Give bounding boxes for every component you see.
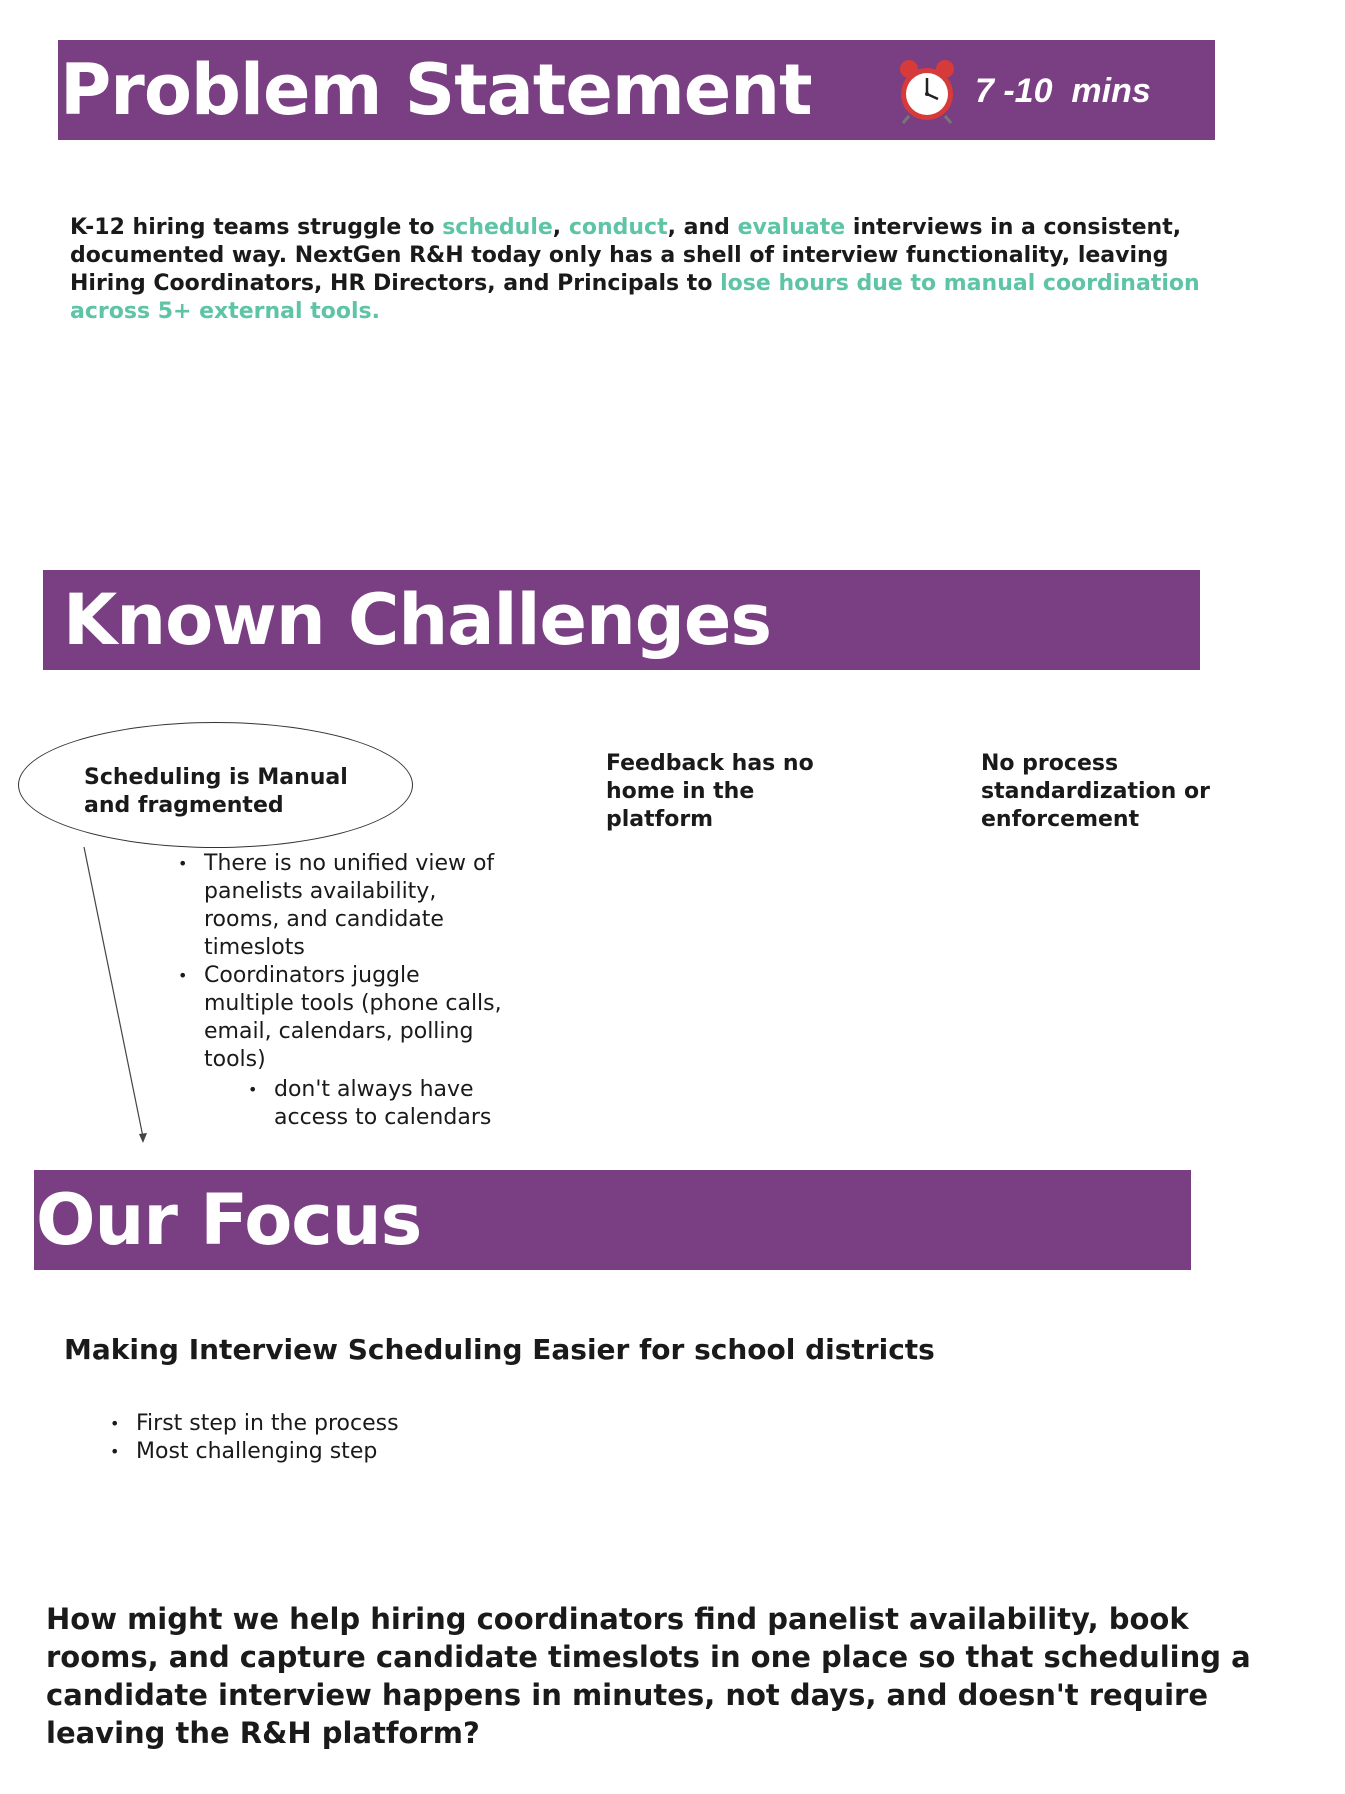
highlight-evaluate: evaluate <box>737 215 846 240</box>
highlight-schedule: schedule <box>442 215 553 240</box>
known-challenges-banner <box>43 570 1200 670</box>
focus-bullet-list <box>110 1410 610 1466</box>
arrow-connector <box>70 845 160 1145</box>
problem-text-part: interviews in a consistent, documented way. NextGen R&H today only has a shell of interview functionality, leaving Hiring Coordinators, HR Directors, and Principals to <box>70 215 1182 296</box>
problem-text-part: , and <box>667 215 738 240</box>
challenge-scheduling: Scheduling is Manual and fragmented <box>84 765 348 818</box>
list-item: • First step in the process <box>110 1410 610 1438</box>
highlight-lost-hours: lose hours due to manual coordination across 5+ external tools. <box>70 271 1200 324</box>
our-focus-banner <box>34 1170 1191 1270</box>
problem-description <box>70 214 1250 326</box>
challenge-bullet-list <box>178 850 508 1074</box>
list-item: • Most challenging step <box>110 1438 610 1466</box>
problem-statement-title: Problem Statement <box>60 49 812 131</box>
alarm-clock-icon <box>895 58 959 124</box>
problem-text-part: K-12 hiring teams struggle to <box>70 215 443 240</box>
challenge-sub-bullet-list <box>248 1076 498 1132</box>
list-item: • There is no unified view of panelists availability, rooms, and candidate timeslots <box>178 850 508 962</box>
how-might-we-statement: How might we help hiring coordinators find panelist availability, book rooms, and capture candidate timeslots in one place so that scheduling a candidate interview happens in minutes, not days, and doesn't require leaving the R&H platform? <box>46 1602 1251 1750</box>
known-challenges-title: Known Challenges <box>63 579 772 661</box>
timer <box>895 58 1151 124</box>
timer-label: 7 -10 mins <box>975 71 1151 110</box>
list-item: • Coordinators juggle multiple tools (phone calls, email, calendars, polling tools) <box>178 962 508 1074</box>
our-focus-title: Our Focus <box>36 1179 422 1261</box>
challenge-feedback: Feedback has no home in the platform <box>606 751 814 832</box>
challenge-standardization: No process standardization or enforcement <box>981 751 1210 832</box>
focus-subtitle: Making Interview Scheduling Easier for school districts <box>64 1333 935 1366</box>
highlight-conduct: conduct <box>568 215 668 240</box>
list-item: • don't always have access to calendars <box>248 1076 498 1132</box>
problem-text-part: , <box>552 215 569 240</box>
